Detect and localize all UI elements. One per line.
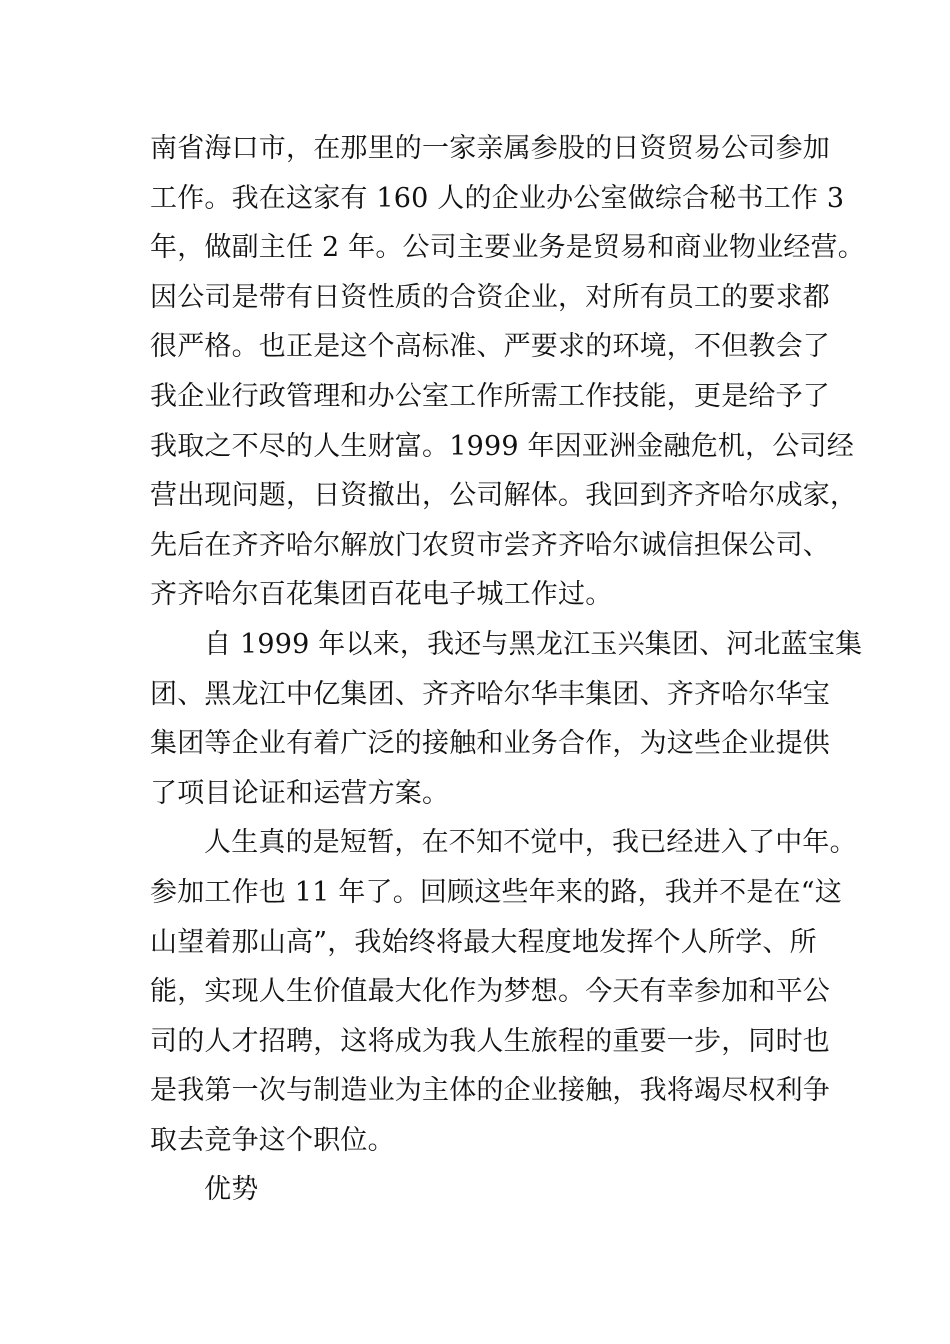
section-heading: 优势 [204,1174,259,1206]
paragraph-line: 很严格。也正是这个高标准、严要求的环境，不但教会了 [150,331,830,363]
paragraph-line: 我取之不尽的人生财富。1999 年因亚洲金融危机，公司经 [150,430,854,462]
paragraph-line: 因公司是带有日资性质的合资企业，对所有员工的要求都 [150,281,830,313]
paragraph-line: 工作。我在这家有 160 人的企业办公室做综合秘书工作 3 [150,182,845,214]
paragraph-line: 是我第一次与制造业为主体的企业接触，我将竭尽权利争 [150,1075,830,1107]
paragraph-line: 我企业行政管理和办公室工作所需工作技能，更是给予了 [150,380,830,412]
paragraph-line: 人生真的是短暂，在不知不觉中，我已经进入了中年。 [204,827,857,859]
paragraph-line: 年，做副主任 2 年。公司主要业务是贸易和商业物业经营。 [150,232,865,264]
paragraph-4-heading [150,1165,810,1215]
paragraph-1 [150,124,865,620]
paragraph-line: 山望着那山高”，我始终将最大程度地发挥个人所学、所 [150,926,817,958]
paragraph-line: 司的人才招聘，这将成为我人生旅程的重要一步，同时也 [150,1025,830,1057]
paragraph-line: 齐齐哈尔百花集团百花电子城工作过。 [150,579,613,611]
paragraph-line: 了项目论证和运营方案。 [150,777,450,809]
document-body [150,124,865,1215]
paragraph-line: 南省海口市，在那里的一家亲属参股的日资贸易公司参加 [150,133,830,164]
paragraph-3 [150,818,857,1165]
paragraph-line: 取去竞争这个职位。 [150,1124,395,1156]
paragraph-line: 参加工作也 11 年了。回顾这些年来的路，我并不是在“这 [150,876,842,908]
paragraph-line: 团、黑龙江中亿集团、齐齐哈尔华丰集团、齐齐哈尔华宝 [150,678,830,710]
paragraph-line: 能，实现人生价值最大化作为梦想。今天有幸参加和平公 [150,976,830,1008]
paragraph-line: 集团等企业有着广泛的接触和业务合作，为这些企业提供 [150,728,830,760]
paragraph-line: 营出现问题，日资撤出，公司解体。我回到齐齐哈尔成家， [150,480,858,512]
paragraph-line: 先后在齐齐哈尔解放门农贸市尝齐齐哈尔诚信担保公司、 [150,529,830,561]
paragraph-line: 自 1999 年以来，我还与黑龙江玉兴集团、河北蓝宝集 [204,628,863,660]
paragraph-2 [150,620,863,818]
